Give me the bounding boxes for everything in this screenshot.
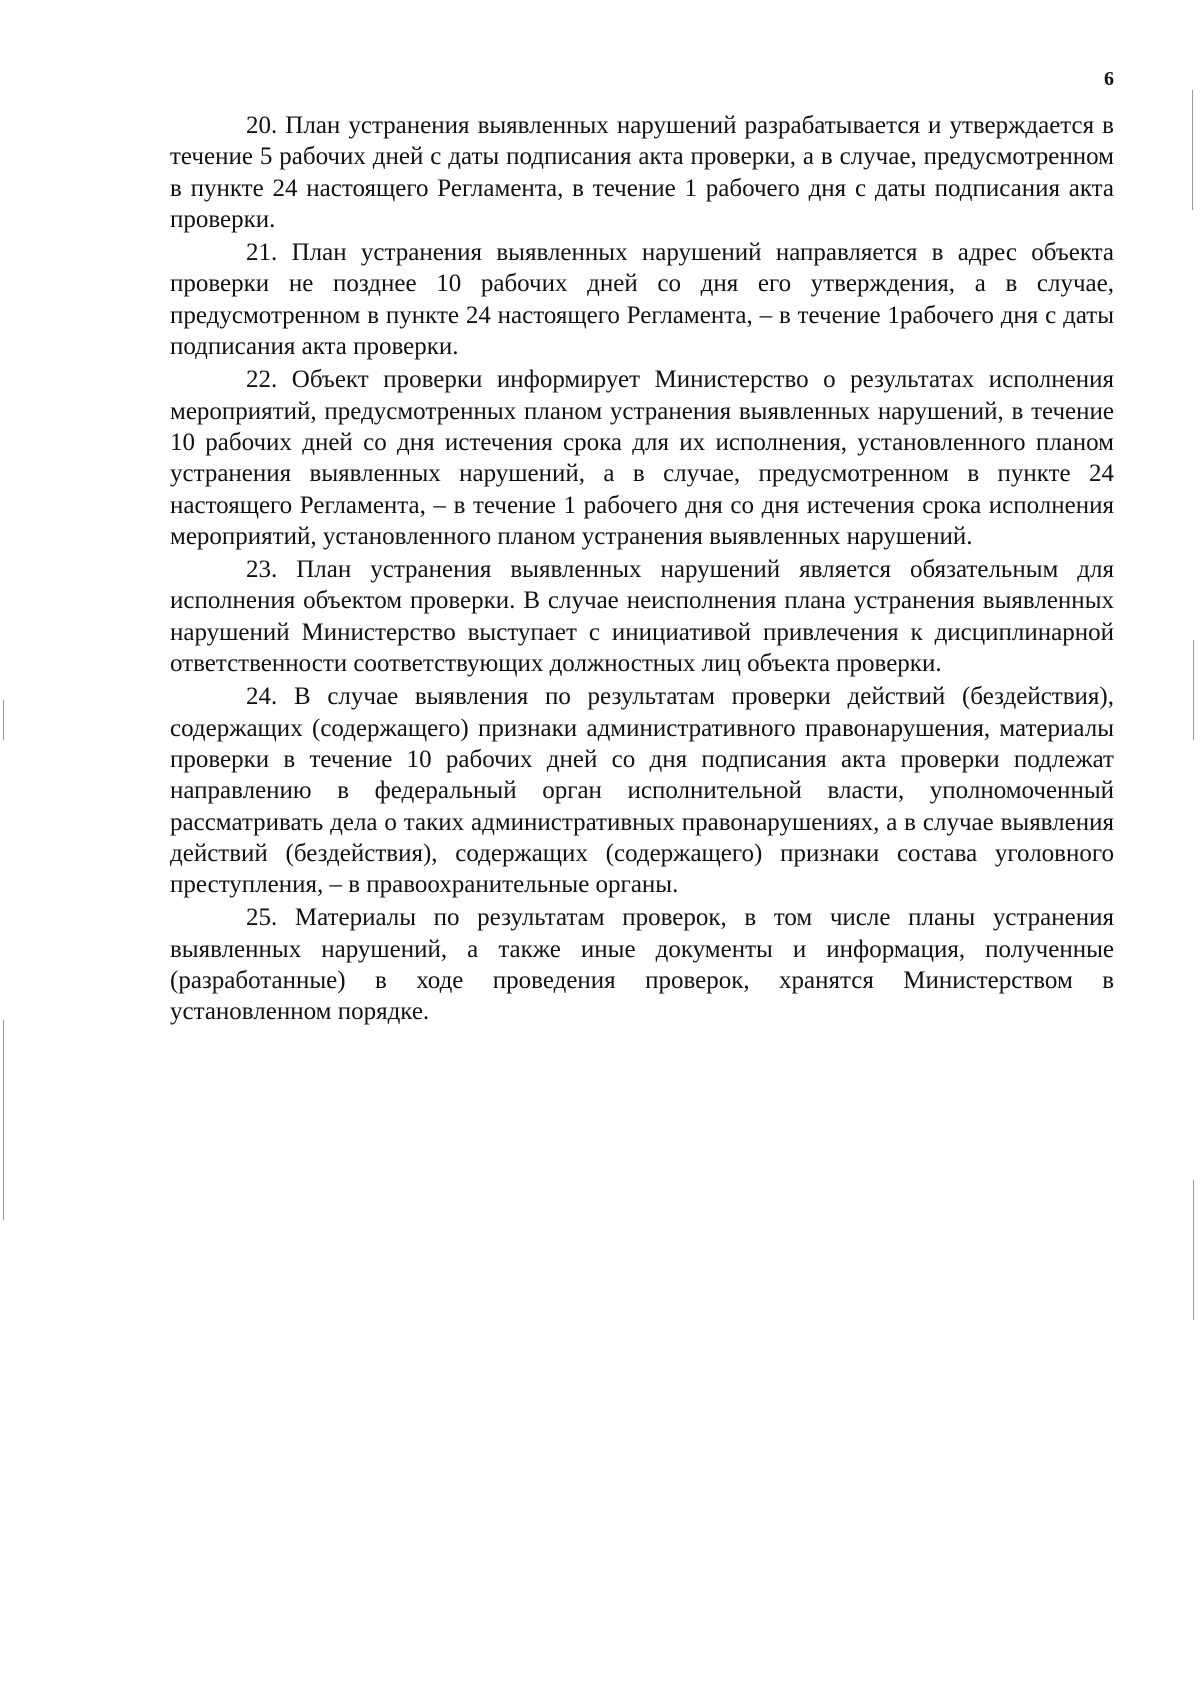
page-number: 6 <box>1104 68 1114 90</box>
scan-edge-mark <box>1193 1180 1194 1320</box>
paragraph-21: 21. План устранения выявленных нарушений направляется в адрес объекта проверки не позднее 10 рабочих дней со дня его утверждения, а в случае, предусмотренном в пункте 24 настоящего Регламента, – в течение 1рабочего дня с даты подписания акта проверки. <box>170 239 1114 361</box>
document-body <box>170 110 1114 1030</box>
paragraph-23: 23. План устранения выявленных нарушений является обязательным для исполнения объектом проверки. В случае неисполнения плана устранения выявленных нарушений Министерство выступает с инициативой привлечения к дисциплинарной ответственности соответствующих должностных лиц объекта проверки. <box>170 556 1114 678</box>
scan-edge-mark <box>3 1020 4 1220</box>
scan-edge-mark <box>3 700 4 740</box>
paragraph-25: 25. Материалы по результатам проверок, в том числе планы устранения выявленных нарушений, а также иные документы и информация, полученные (разработанные) в ходе проведения проверок, хранятся Министерством в установленном порядке. <box>170 904 1114 1026</box>
paragraph-22: 22. Объект проверки информирует Министерство о результатах исполнения мероприятий, предусмотренных планом устранения выявленных нарушений, в течение 10 рабочих дней со дня истечения срока для их исполнения, установленного планом устранения выявленных нарушений, а в случае, предусмотренном в пункте 24 настоящего Регламента, – в течение 1 рабочего дня со дня истечения срока исполнения мероприятий, установленного планом устранения выявленных нарушений. <box>170 366 1114 550</box>
scan-edge-mark <box>1193 640 1194 740</box>
scan-edge-mark <box>1192 90 1193 210</box>
paragraph-24: 24. В случае выявления по результатам проверки действий (бездействия), содержащих (содержащего) признаки административного правонарушения, материалы проверки в течение 10 рабочих дней со дня подписания акта проверки подлежат направлению в федеральный орган исполнительной власти, уполномоченный рассматривать дела о таких административных правонарушениях, а в случае выявления действий (бездействия), содержащих (содержащего) признаки состава уголовного преступления, – в правоохранительные органы. <box>170 683 1114 899</box>
paragraph-20: 20. План устранения выявленных нарушений разрабатывается и утверждается в течение 5 рабочих дней с даты подписания акта проверки, а в случае, предусмотренном в пункте 24 настоящего Регламента, в течение 1 рабочего дня с даты подписания акта проверки. <box>170 112 1114 233</box>
